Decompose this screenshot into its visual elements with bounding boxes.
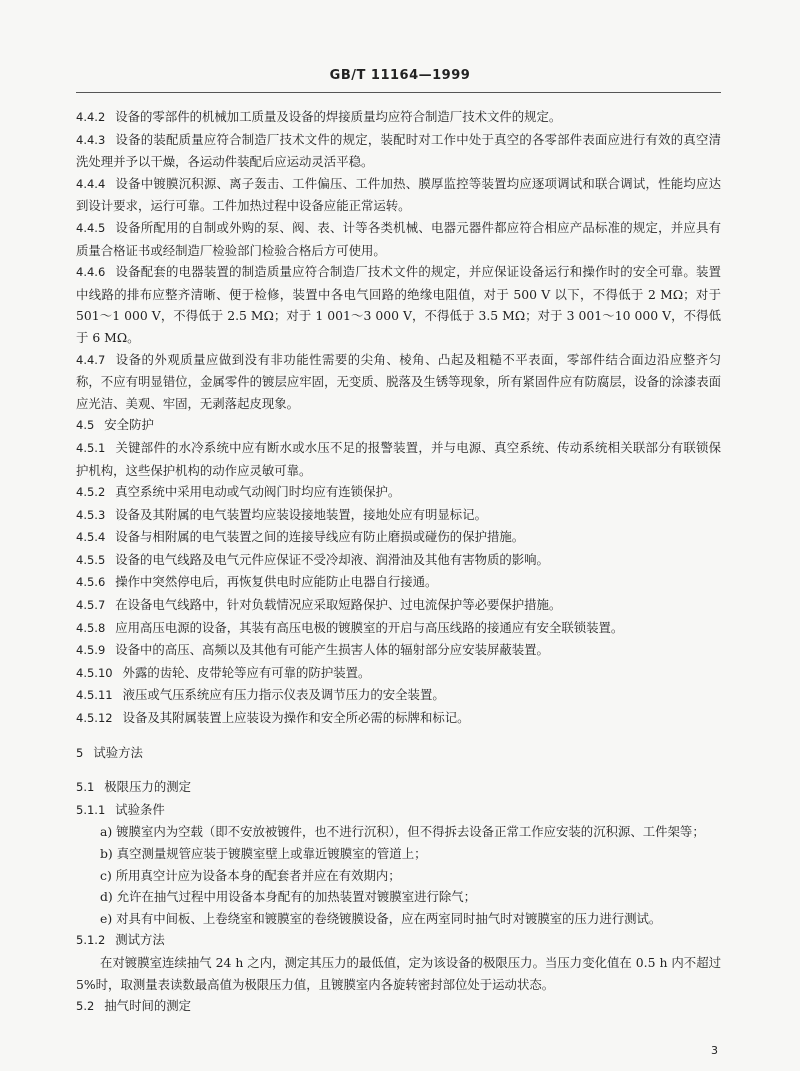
- clause-text: 在设备电气线路中，针对负载情况应采取短路保护、过电流保护等必要保护措施。: [115, 597, 562, 613]
- clause-4-4-2: [76, 106, 721, 129]
- clause-text: 极限压力的测定: [104, 779, 192, 795]
- clause-number: 5.1.2: [76, 933, 106, 948]
- clause-text: 测试方法: [115, 932, 165, 948]
- clause-text: 设备及其附属装置上应装设为操作和安全所必需的标牌和标记。: [122, 710, 470, 726]
- clause-text: 设备的电气线路及电气元件应保证不受冷却液、润滑油及其他有害物质的影响。: [115, 551, 549, 567]
- header-rule: [76, 92, 721, 93]
- clause-text: 抽气时间的测定: [104, 998, 192, 1014]
- clause-4-5-6: [76, 571, 721, 594]
- clause-number: 4.5.1: [76, 440, 106, 455]
- list-item-e: e) 对具有中间板、上卷绕室和镀膜室的卷绕镀膜设备，应在两室同时抽气时对镀膜室的压力进行测试。: [100, 910, 662, 926]
- clause-text: 应用高压电源的设备，其装有高压电极的镀膜室的开启与高压线路的接通应有安全联锁装置。: [115, 619, 624, 635]
- clause-number: 4.5.9: [76, 643, 106, 658]
- clause-text: 操作中突然停电后，再恢复供电时应能防止电器自行接通。: [115, 574, 438, 590]
- clause-4-4-5: [76, 217, 721, 261]
- clause-number: 4.5.6: [76, 575, 106, 590]
- list-item-d: d) 允许在抽气过程中用设备本身配有的加热装置对镀膜室进行除气；: [100, 889, 477, 905]
- clause-4-5-4: [76, 526, 721, 549]
- document-body: [76, 106, 721, 1018]
- clause-text: 试验条件: [115, 801, 165, 817]
- clause-5-2: [76, 995, 721, 1018]
- list-item-b: b) 真空测量规管应装于镀膜室壁上或靠近镀膜室的管道上；: [100, 846, 427, 861]
- clause-number: 4.4.7: [76, 352, 106, 367]
- clause-number: 4.4.6: [76, 265, 106, 280]
- clause-4-4-3: [76, 129, 721, 173]
- standard-header: GB/T 11164—1999: [329, 68, 471, 83]
- clause-text: 设备的装配质量应符合制造厂技术文件的规定，装配时对工作中处于真空的各零部件表面应进行有效的真空清洗处理并予以干燥，各运动件装配后应运动灵活平稳。: [76, 131, 721, 170]
- section-number: 5: [76, 745, 84, 760]
- clause-4-5-9: [76, 639, 721, 662]
- clause-number: 4.5.4: [76, 530, 106, 545]
- clause-text: 设备的零部件的机械加工质量及设备的焊接质量均应符合制造厂技术文件的规定。: [115, 109, 562, 124]
- clause-text: 设备所配用的自制或外购的泵、阀、表、计等各类机械、电器元器件都应符合相应产品标准的规定，并应具有质量合格证书或经制造厂检验部门检验合格后方可使用。: [76, 219, 721, 258]
- method-text: 在对镀膜室连续抽气 24 h 之内，测定其压力的最低值，定为该设备的极限压力。当压力变化值在 0.5 h 内不超过 5%时，取测量表读数最高值为极限压力值，且镀膜室内各旋转密封部位处于运动状态。: [76, 954, 721, 992]
- list-item-a: a) 镀膜室内为空载（即不安放被镀件，也不进行沉积），但不得拆去设备正常工作应安装的沉积源、工件架等；: [100, 824, 705, 840]
- clause-text: 安全防护: [104, 417, 154, 433]
- clause-5-1-2: [76, 929, 721, 952]
- clause-4-5-11: [76, 684, 721, 707]
- clause-number: 4.4.3: [76, 132, 106, 147]
- clause-4-5-5: [76, 549, 721, 572]
- clause-4-5-10: [76, 662, 721, 685]
- list-item-c: c) 所用真空计应为设备本身的配套者并应在有效期内；: [100, 867, 401, 883]
- clause-4-5-7: [76, 594, 721, 617]
- clause-4-5-8: [76, 617, 721, 640]
- clause-number: 4.5.7: [76, 598, 106, 613]
- clause-5-1-1: [76, 799, 721, 822]
- clause-number: 4.4.4: [76, 176, 106, 191]
- clause-number: 4.5.2: [76, 485, 106, 500]
- clause-text: 外露的齿轮、皮带轮等应有可靠的防护装置。: [122, 664, 371, 680]
- clause-number: 4.5: [76, 418, 95, 433]
- clause-text: 液压或气压系统应有压力指示仪表及调节压力的安全装置。: [122, 687, 445, 703]
- clause-5-1: [76, 776, 721, 799]
- clause-text: 设备的外观质量应做到没有非功能性需要的尖角、棱角、凸起及粗糙不平表面，零部件结合面边沿应整齐匀称，不应有明显错位，金属零件的镀层应牢固，无变质、脱落及生锈等现象，所有紧固件应有防腐层，设备的涂漆表面应光洁、美观、牢固，无剥落起皮现象。: [76, 351, 721, 411]
- clause-4-4-7: [76, 349, 721, 415]
- clause-number: 4.5.3: [76, 507, 106, 522]
- clause-4-5-12: [76, 707, 721, 730]
- clause-number: 4.5.11: [76, 688, 113, 703]
- clause-4-5-2: [76, 481, 721, 504]
- page-number: 3: [711, 1044, 718, 1057]
- clause-text: 设备配套的电器装置的制造质量应符合制造厂技术文件的规定，并应保证设备运行和操作时的安全可靠。装置中线路的排布应整齐清晰、便于检修，装置中各电气回路的绝缘电阻值，对于 500 V 以下，不得低于 2 MΩ；对于 501～1 000 V，不得低于 2.5 MΩ；对于 1 001～3 000 V，不得低于 3.5 MΩ；对于 3 001～10 000 V，不得低于 6 MΩ。: [76, 264, 721, 345]
- clause-4-5-3: [76, 504, 721, 527]
- clause-4-4-6: [76, 261, 721, 348]
- clause-text: 真空系统中采用电动或气动阀门时均应有连锁保护。: [115, 484, 401, 500]
- section-4-5-heading: [76, 414, 721, 437]
- clause-text: 设备与相附属的电气装置之间的连接导线应有防止磨损或碰伤的保护措施。: [115, 529, 525, 545]
- clause-number: 5.1.1: [76, 802, 106, 817]
- clause-number: 4.4.5: [76, 220, 106, 235]
- clause-number: 4.4.2: [76, 110, 106, 124]
- clause-4-5-1: [76, 437, 721, 481]
- clause-text: 设备中的高压、高频以及其他有可能产生损害人体的辐射部分应安装屏蔽装置。: [115, 642, 549, 658]
- clause-text: 设备及其附属的电气装置均应装设接地装置，接地处应有明显标记。: [115, 506, 487, 522]
- clause-number: 5.1: [76, 780, 95, 795]
- clause-4-4-4: [76, 173, 721, 217]
- clause-number: 5.2: [76, 999, 95, 1014]
- section-5-heading: [76, 742, 721, 765]
- clause-number: 4.5.10: [76, 665, 113, 680]
- clause-number: 4.5.8: [76, 620, 106, 635]
- clause-number: 4.5.5: [76, 552, 106, 567]
- clause-text: 设备中镀膜沉积源、离子轰击、工件偏压、工件加热、膜厚监控等装置均应逐项调试和联合调试，性能均应达到设计要求，运行可靠。工件加热过程中设备应能正常运转。: [76, 175, 721, 214]
- clause-number: 4.5.12: [76, 711, 113, 726]
- clause-text: 关键部件的水冷系统中应有断水或水压不足的报警装置，并与电源、真空系统、传动系统相关联部分有联锁保护机构，这些保护机构的动作应灵敏可靠。: [76, 439, 721, 478]
- section-title: 试验方法: [93, 744, 143, 760]
